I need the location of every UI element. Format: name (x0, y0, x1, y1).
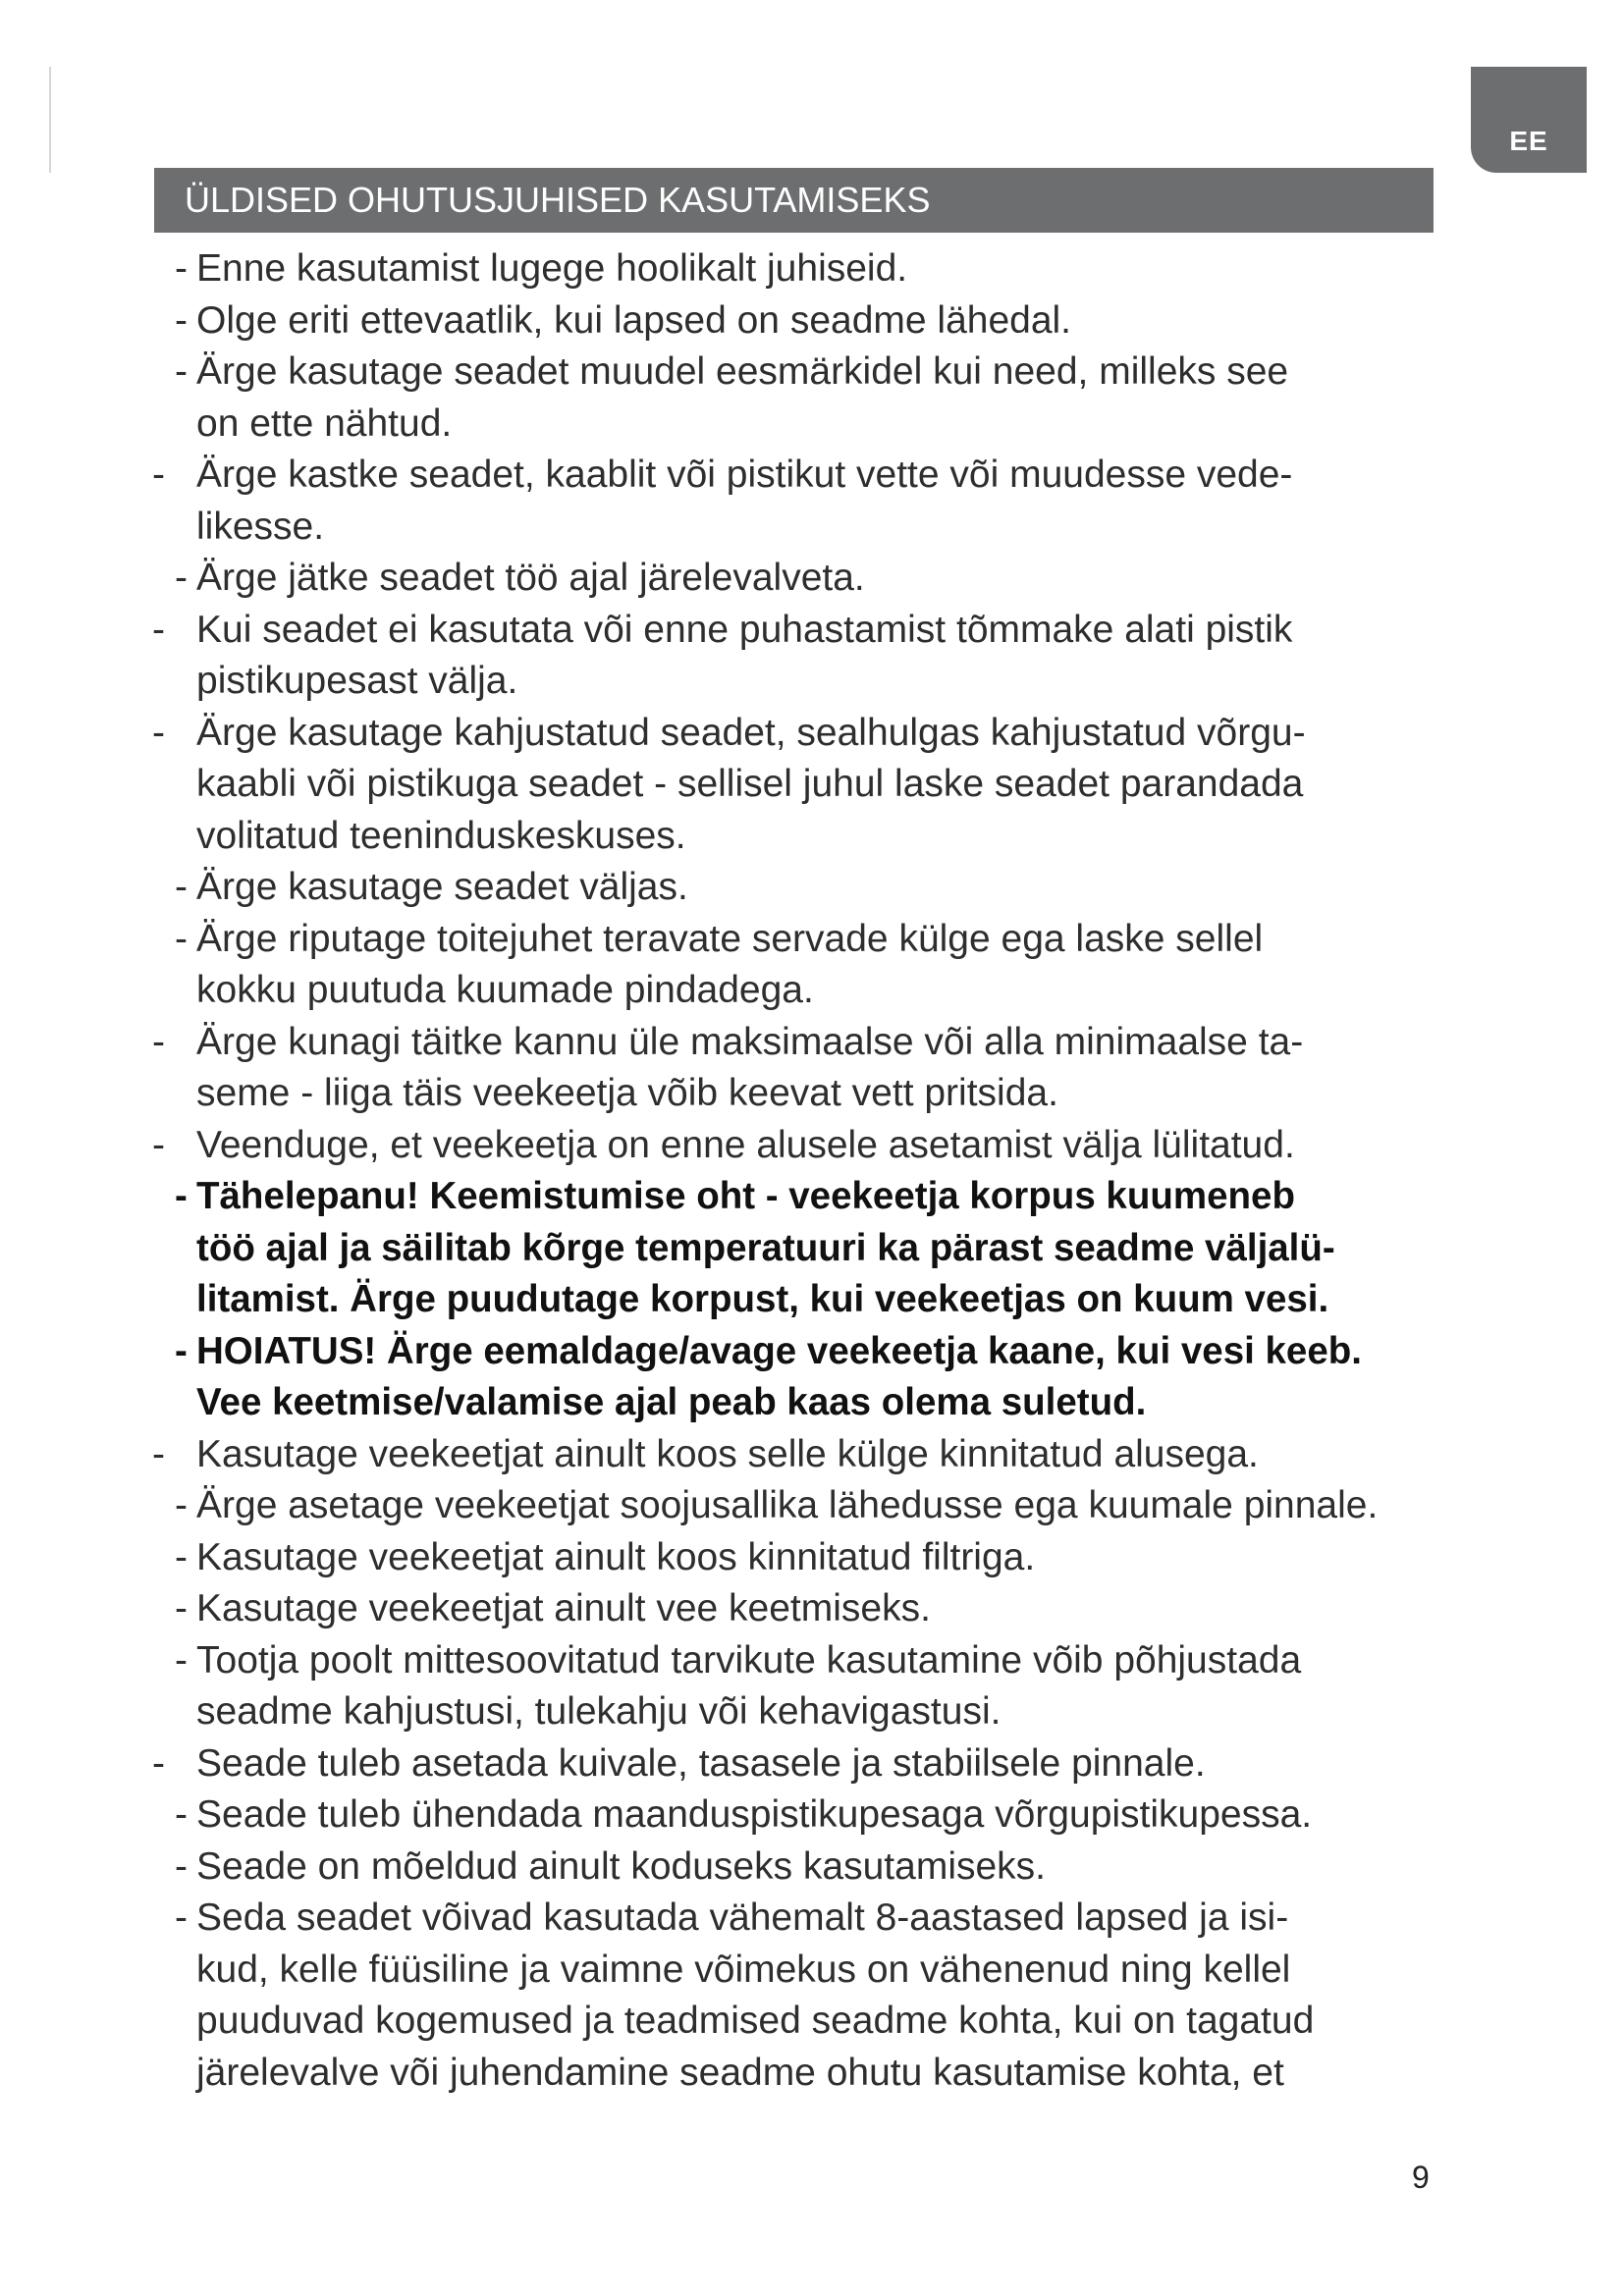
list-item (147, 862, 1492, 914)
list-item-text: Seda seadet võivad kasutada vähemalt 8-aastased lapsed ja isi- kud, kelle füüsiline ja vaimne võimekus on vähenenud ning kellel puuduvad kogemused ja teadmised seadme kohta, kui on tagatud järelevalve või juhendamine seadme ohutu kasutamise kohta, et (196, 1896, 1315, 2094)
bullet-dash: - (175, 1638, 188, 1682)
list-item-text: Ärge jätke seadet töö ajal järelevalveta. (196, 557, 865, 599)
list-item-text: Seade on mõeldud ainult koduseks kasutamiseks. (196, 1844, 1047, 1888)
language-tab-label: EE (1509, 126, 1548, 156)
list-item-text: HOIATUS! Ärge eemaldage/avage veekeetja kaane, kui vesi keeb. Vee keetmise/valamise ajal peab kaas olema suletud. (196, 1329, 1362, 1423)
section-title: ÜLDISED OHUTUSJUHISED KASUTAMISEKS (185, 180, 931, 220)
list-item-text: Ärge kasutage seadet muudel eesmärkidel kui need, milleks see on ette nähtud. (196, 350, 1289, 445)
list-item-text: Kasutage veekeetjat ainult vee keetmiseks. (196, 1587, 931, 1629)
bullet-dash: - (175, 1175, 188, 1217)
list-item (147, 347, 1492, 450)
list-item (147, 243, 1492, 295)
list-item (147, 1429, 1492, 1481)
list-item (147, 1789, 1492, 1842)
list-item-text: Tähelepanu! Keemistumise oht - veekeetja korpus kuumeneb töö ajal ja säilitab kõrge temperatuuri ka pärast seadme väljalü- litamist. Ärge puudutage korpust, kui veekeetjas on kuum vesi. (196, 1175, 1335, 1320)
section-header (154, 168, 1434, 233)
bullet-dash: - (175, 1844, 188, 1888)
list-item-text: Tootja poolt mittesoovitatud tarvikute kasutamine võib põhjustada seadme kahjustusi, tulekahju või kehavigastusi. (196, 1638, 1302, 1733)
list-item (147, 1635, 1492, 1738)
page-number: 9 (1412, 2160, 1430, 2195)
bullet-dash: - (175, 1329, 188, 1372)
list-item (147, 295, 1492, 347)
list-item-text: Ärge kasutage seadet väljas. (196, 866, 688, 908)
list-item-text: Enne kasutamist lugege hoolikalt juhiseid. (196, 247, 908, 290)
list-item-text: Ärge asetage veekeetjat soojusallika lähedusse ega kuumale pinnale. (196, 1484, 1379, 1526)
list-item-text: Ärge kasutage kahjustatud seadet, sealhulgas kahjustatud võrgu- kaabli või pistikuga seadet - sellisel juhul laske seadet parandada volitatud teeninduskeskuses. (196, 711, 1306, 857)
bullet-dash: - (175, 1896, 188, 1939)
bullet-dash: - (175, 917, 188, 960)
list-item (147, 605, 1492, 708)
safety-instructions-list (147, 243, 1492, 2099)
list-item-text: Ärge kunagi täitke kannu üle maksimaalse või alla minimaalse ta- seme - liiga täis veekeetja võib keevat vett pritsida. (196, 1020, 1304, 1114)
list-item (147, 553, 1492, 605)
bullet-dash: - (175, 298, 188, 342)
margin-rule (49, 67, 51, 173)
bullet-dash: - (175, 1535, 188, 1578)
list-item-text: Kui seadet ei kasutata või enne puhastamist tõmmake alati pistik pistikupesast välja. (196, 608, 1293, 702)
bullet-dash: - (152, 608, 165, 651)
list-item (147, 708, 1492, 863)
bullet-dash: - (175, 1793, 188, 1836)
list-item-text: Kasutage veekeetjat ainult koos kinnitatud filtriga. (196, 1535, 1036, 1578)
list-item-text: Ärge riputage toitejuhet teravate servade külge ega laske sellel kokku puutuda kuumade pindadega. (196, 917, 1264, 1011)
list-item (147, 1893, 1492, 2099)
list-item (147, 1120, 1492, 1172)
bullet-dash: - (152, 1020, 165, 1063)
list-item-text: Ärge kastke seadet, kaablit või pistikut vette või muudesse vede- likesse. (196, 454, 1293, 548)
bullet-dash: - (175, 1587, 188, 1629)
list-item (147, 1532, 1492, 1584)
language-tab (1471, 67, 1587, 173)
list-item-text: Kasutage veekeetjat ainult koos selle külge kinnitatud alusega. (196, 1432, 1259, 1475)
bullet-dash: - (152, 454, 165, 496)
list-item (147, 1583, 1492, 1635)
bullet-dash: - (175, 866, 188, 908)
bullet-dash: - (152, 1123, 165, 1166)
bullet-dash: - (175, 247, 188, 290)
list-item-text: Veenduge, et veekeetja on enne alusele asetamist välja lülitatud. (196, 1123, 1295, 1166)
bullet-dash: - (152, 1741, 165, 1785)
list-item (147, 1017, 1492, 1120)
warning-list-item (147, 1326, 1492, 1429)
list-item-text: Olge eriti ettevaatlik, kui lapsed on seadme lähedal. (196, 298, 1072, 342)
list-item (147, 450, 1492, 553)
bullet-dash: - (175, 350, 188, 393)
bullet-dash: - (175, 1484, 188, 1526)
bullet-dash: - (175, 557, 188, 599)
bullet-dash: - (152, 1432, 165, 1475)
list-item (147, 1480, 1492, 1532)
bullet-dash: - (152, 711, 165, 754)
warning-list-item (147, 1171, 1492, 1326)
list-item (147, 1842, 1492, 1894)
list-item-text: Seade tuleb ühendada maanduspistikupesaga võrgupistikupessa. (196, 1793, 1313, 1836)
list-item (147, 1738, 1492, 1790)
list-item-text: Seade tuleb asetada kuivale, tasasele ja stabiilsele pinnale. (196, 1741, 1206, 1785)
list-item (147, 914, 1492, 1017)
